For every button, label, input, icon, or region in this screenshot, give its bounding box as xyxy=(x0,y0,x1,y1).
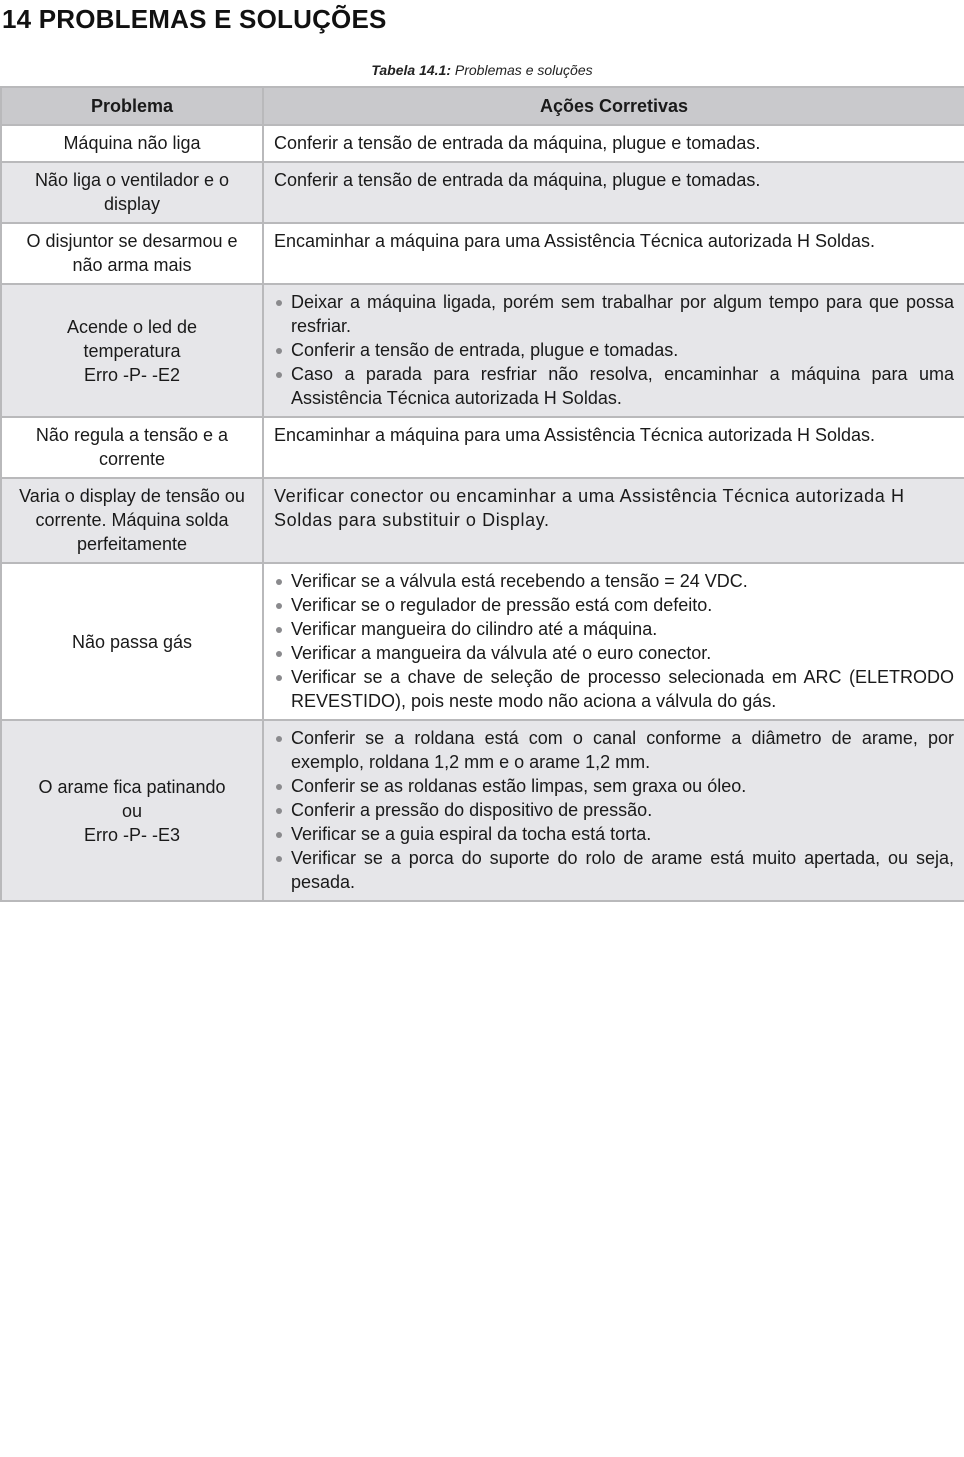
problem-line: O disjuntor se desarmou e não arma mais xyxy=(26,231,238,275)
caption-text: Problemas e soluções xyxy=(451,62,593,78)
actions-cell xyxy=(263,478,964,563)
problem-cell xyxy=(1,720,263,901)
problem-line: Não regula a tensão e a corrente xyxy=(35,425,229,469)
action-bullet: Conferir a pressão do dispositivo de pressão. xyxy=(274,798,954,822)
table-row xyxy=(1,125,964,162)
caption-label: Tabela 14.1: xyxy=(371,62,451,78)
action-bullet: Verificar se o regulador de pressão está com defeito. xyxy=(274,593,954,617)
action-bullet: Conferir se a roldana está com o canal conforme a diâmetro de arame, por exemplo, roldana 1,2 mm e o arame 1,2 mm. xyxy=(274,726,954,774)
action-bullet: Verificar se a válvula está recebendo a tensão = 24 VDC. xyxy=(274,569,954,593)
problem-line: O arame fica patinando xyxy=(38,776,226,797)
action-bullet: Caso a parada para resfriar não resolva, encaminhar a máquina para uma Assistência Técnica autorizada H Soldas. xyxy=(274,362,954,410)
action-text: Encaminhar a máquina para uma Assistência Técnica autorizada H Soldas. xyxy=(274,231,875,251)
problem-line: Máquina não liga xyxy=(63,133,201,153)
table-caption xyxy=(0,62,964,78)
header-problem: Problema xyxy=(1,87,263,125)
action-bullet: Verificar mangueira do cilindro até a máquina. xyxy=(274,617,954,641)
actions-cell xyxy=(263,284,964,417)
action-bullet: Verificar se a chave de seleção de processo selecionada em ARC (ELETRODO REVESTIDO), pois neste modo não aciona a válvula do gás. xyxy=(274,665,954,713)
action-bullet: Conferir a tensão de entrada, plugue e tomadas. xyxy=(274,338,954,362)
problem-cell xyxy=(1,223,263,284)
table-row xyxy=(1,223,964,284)
actions-cell xyxy=(263,417,964,478)
problem-line: temperatura xyxy=(83,340,181,361)
action-bullet: Conferir se as roldanas estão limpas, sem graxa ou óleo. xyxy=(274,774,954,798)
action-bullet: Verificar a mangueira da válvula até o euro conector. xyxy=(274,641,954,665)
problem-cell xyxy=(1,563,263,720)
action-list xyxy=(274,726,954,894)
action-text: Verificar conector ou encaminhar a uma Assistência Técnica autorizada H Soldas para substituir o Display. xyxy=(274,486,905,530)
page-title: 14 PROBLEMAS E SOLUÇÕES xyxy=(2,4,387,34)
problem-cell xyxy=(1,125,263,162)
table-header-row xyxy=(1,87,964,125)
header-actions: Ações Corretivas xyxy=(263,87,964,125)
table-row xyxy=(1,563,964,720)
problem-cell xyxy=(1,284,263,417)
problem-line: Erro -P- -E3 xyxy=(83,824,180,845)
action-text: Conferir a tensão de entrada da máquina, plugue e tomadas. xyxy=(274,170,761,190)
table-row xyxy=(1,720,964,901)
action-list xyxy=(274,569,954,713)
actions-cell xyxy=(263,563,964,720)
problem-line: Erro -P- -E2 xyxy=(83,364,180,385)
actions-cell xyxy=(263,720,964,901)
problem-cell xyxy=(1,417,263,478)
problem-line: Não liga o ventilador e o display xyxy=(34,170,230,214)
problem-line: Não passa gás xyxy=(71,631,193,652)
problem-cell xyxy=(1,478,263,563)
action-bullet: Verificar se a porca do suporte do rolo de arame está muito apertada, ou seja, pesada. xyxy=(274,846,954,894)
actions-cell xyxy=(263,125,964,162)
actions-cell xyxy=(263,162,964,223)
action-text: Conferir a tensão de entrada da máquina, plugue e tomadas. xyxy=(274,133,761,153)
actions-cell xyxy=(263,223,964,284)
problem-line: ou xyxy=(121,800,143,821)
table-row xyxy=(1,478,964,563)
problem-cell xyxy=(1,162,263,223)
action-list xyxy=(274,290,954,410)
table-row xyxy=(1,284,964,417)
table-row xyxy=(1,162,964,223)
action-bullet: Deixar a máquina ligada, porém sem trabalhar por algum tempo para que possa resfriar. xyxy=(274,290,954,338)
action-bullet: Verificar se a guia espiral da tocha está torta. xyxy=(274,822,954,846)
problem-line: Varia o display de tensão ou corrente. Máquina solda perfeitamente xyxy=(19,486,245,554)
table-row xyxy=(1,417,964,478)
problem-line: Acende o led de xyxy=(66,316,198,337)
action-text: Encaminhar a máquina para uma Assistência Técnica autorizada H Soldas. xyxy=(274,425,875,445)
problems-table xyxy=(0,86,964,902)
